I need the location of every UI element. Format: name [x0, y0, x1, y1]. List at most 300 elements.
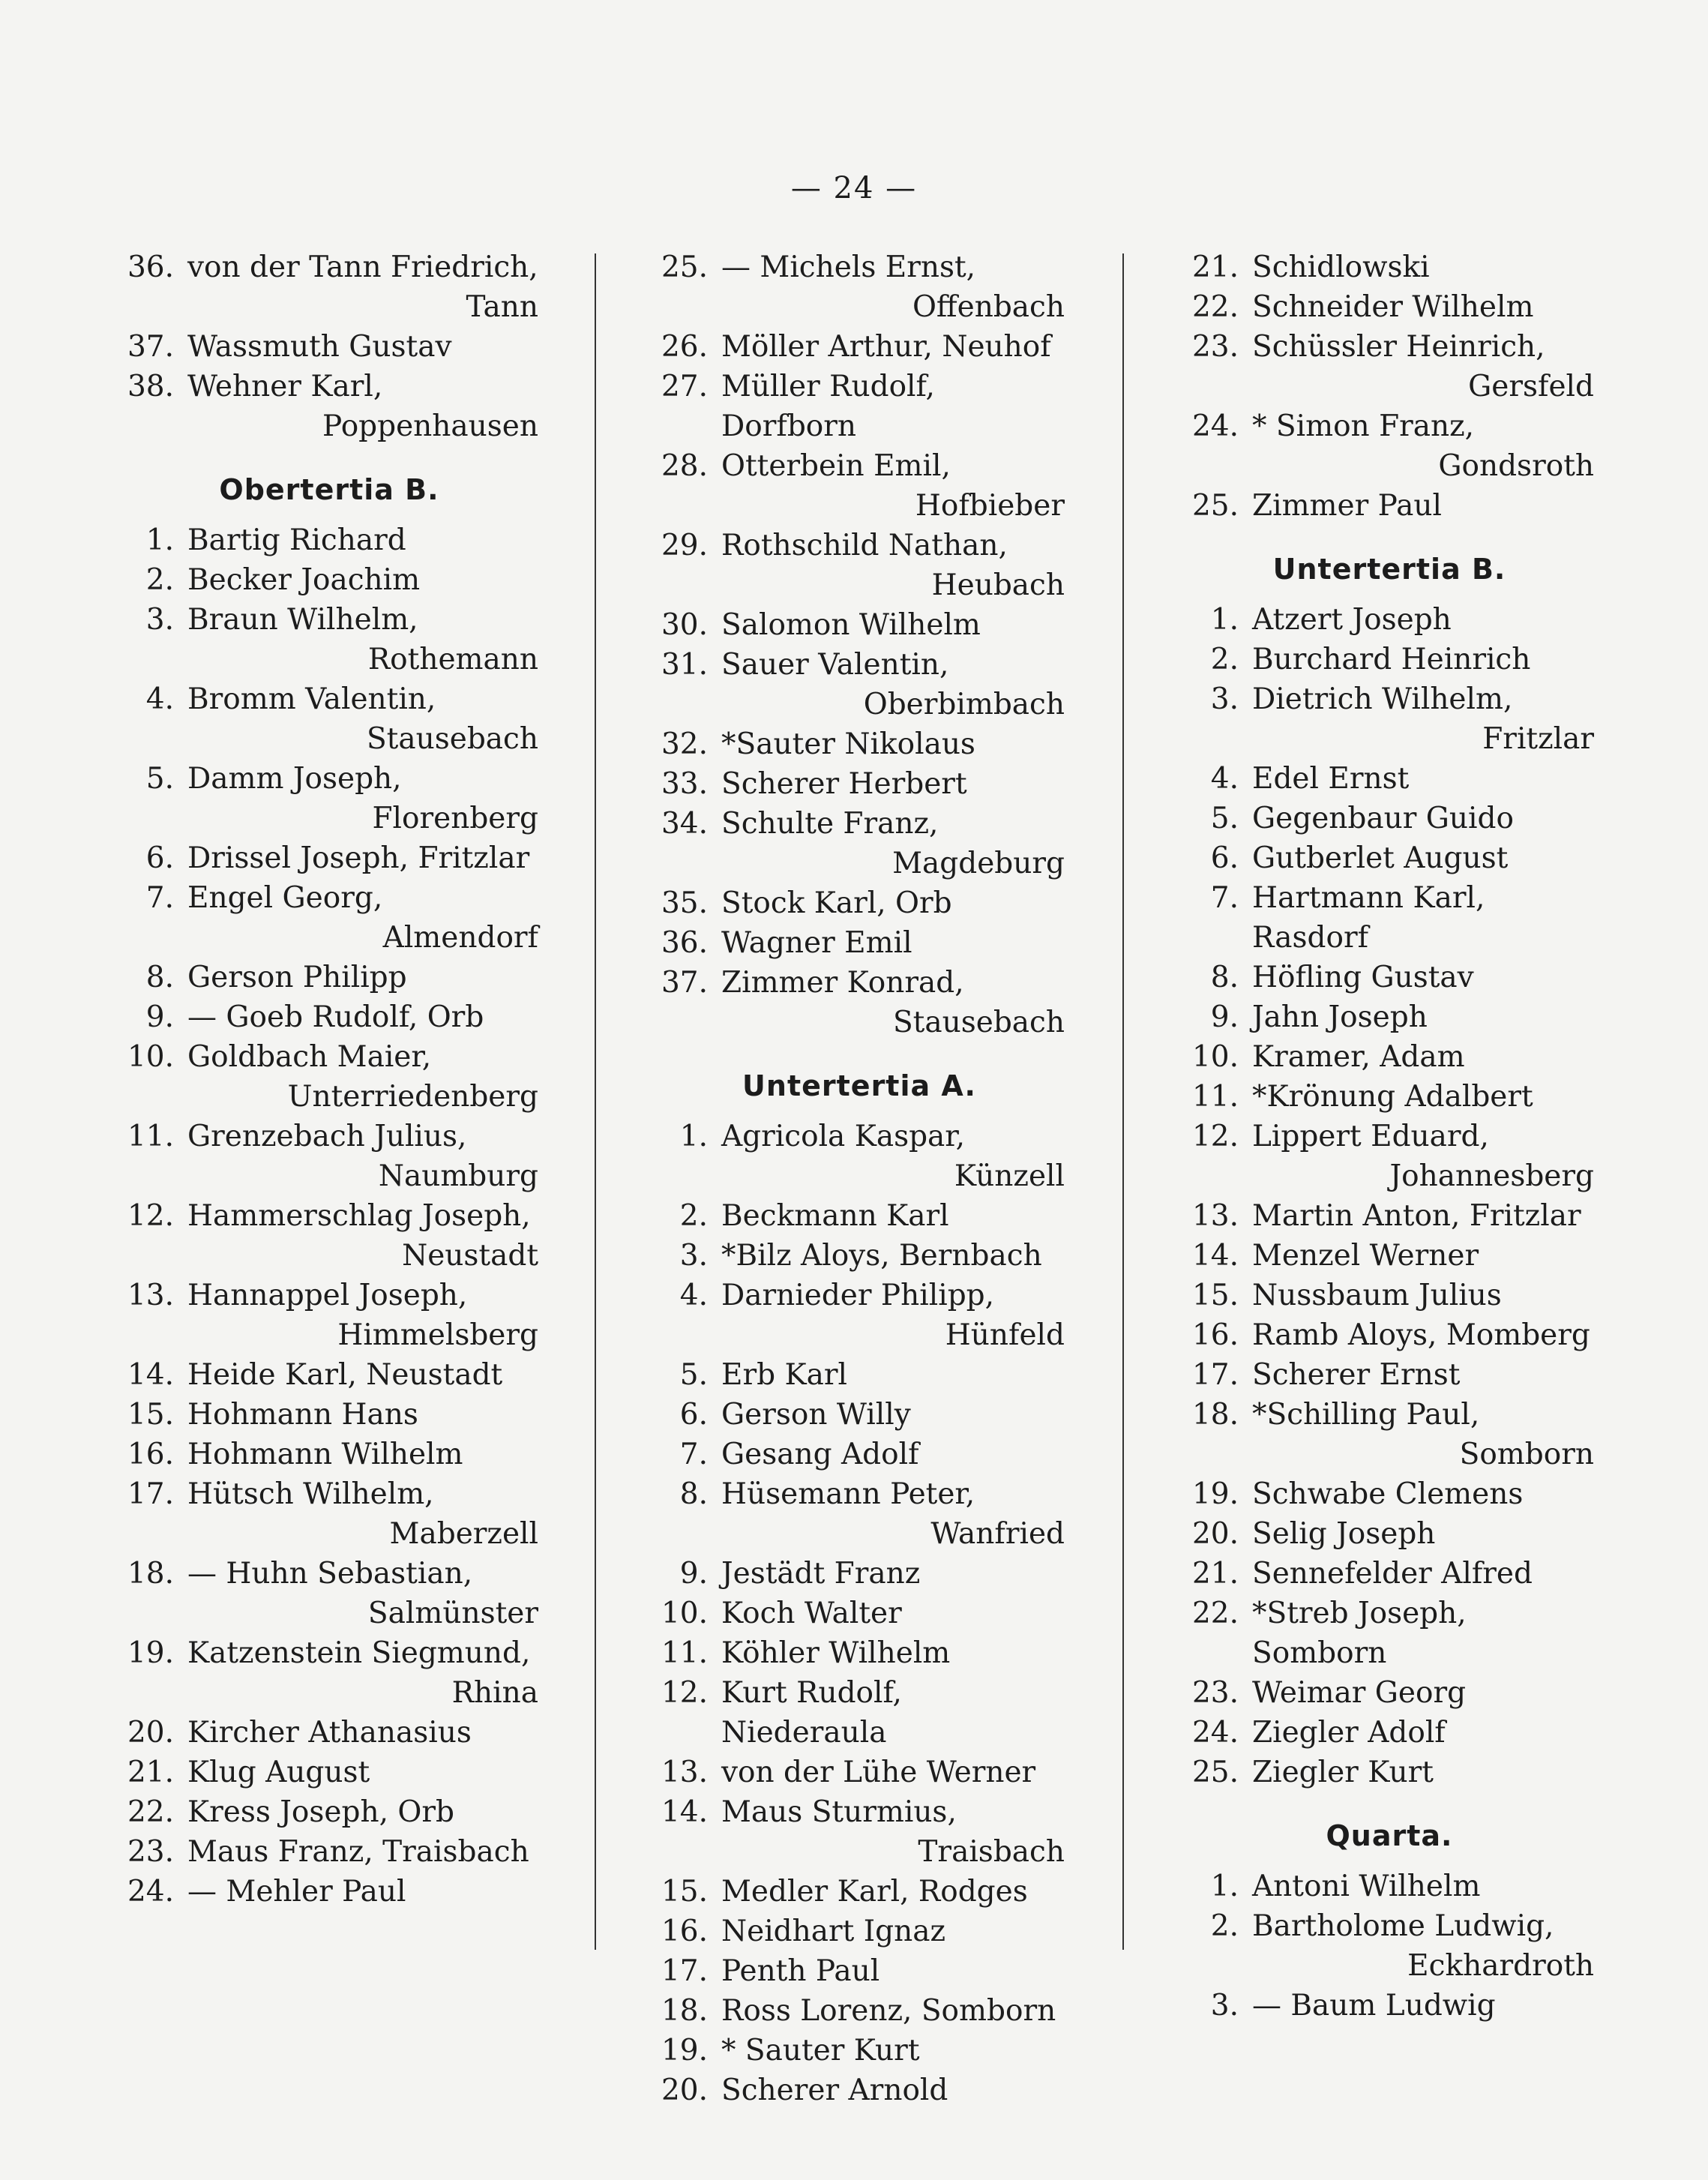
entry-number: 5.: [1210, 802, 1239, 835]
entry-number: 8.: [679, 1477, 708, 1511]
student-entry: [1185, 600, 1594, 640]
hometown: Poppenhausen: [322, 409, 538, 443]
student-entry: [654, 1991, 1065, 2031]
entry-number: 8.: [145, 961, 174, 994]
student-name: Braun Wilhelm,: [187, 603, 418, 637]
entry-number: 15.: [1191, 1279, 1239, 1312]
student-entry: [654, 1276, 1065, 1355]
entry-number: 19.: [127, 1636, 174, 1670]
student-name: Drissel Joseph, Fritzlar: [187, 841, 530, 875]
entry-number: 11.: [127, 1120, 174, 1153]
entry-number: 38.: [127, 370, 174, 403]
entry-number: 3.: [1210, 682, 1239, 716]
student-entry: [654, 1196, 1065, 1236]
student-entry: [120, 1037, 538, 1117]
entry-number: 25.: [1191, 1756, 1239, 1789]
entry-number: 9.: [1210, 1000, 1239, 1034]
student-name: Hartmann Karl, Rasdorf: [1252, 881, 1485, 955]
student-entry: [654, 1951, 1065, 1991]
entry-number: 22.: [127, 1795, 174, 1829]
student-name: Neidhart Ignaz: [721, 1915, 946, 1948]
column-2: [654, 247, 1065, 2110]
student-name: Maus Franz, Traisbach: [187, 1835, 529, 1869]
student-entry: [120, 759, 538, 838]
student-entry: [120, 1276, 538, 1355]
column-divider: [1122, 253, 1124, 1950]
hometown: Unterriedenberg: [287, 1080, 538, 1114]
entry-number: 13.: [661, 1756, 708, 1789]
student-name: Bartholome Ludwig,: [1252, 1909, 1554, 1943]
student-entry: [654, 2031, 1065, 2071]
student-name: von der Tann Friedrich,: [187, 250, 538, 284]
student-entry: [654, 1633, 1065, 1673]
student-name: Bromm Valentin,: [187, 682, 436, 716]
entry-number: 32.: [661, 727, 708, 761]
entry-number: 14.: [661, 1795, 708, 1829]
student-entry: [120, 1117, 538, 1196]
student-entry: [120, 367, 538, 446]
entry-number: 36.: [127, 250, 174, 284]
student-name: Selig Joseph: [1252, 1517, 1436, 1551]
student-name: *Streb Joseph, Somborn: [1252, 1597, 1467, 1670]
student-entry: [1185, 838, 1594, 878]
student-entry: [120, 1395, 538, 1435]
student-entry: [1185, 1594, 1594, 1673]
entry-number: 6.: [145, 841, 174, 875]
student-name: Edel Ernst: [1252, 762, 1410, 796]
student-name: Gerson Willy: [721, 1398, 911, 1432]
entry-number: 15.: [661, 1875, 708, 1909]
student-name: Medler Karl, Rodges: [721, 1875, 1028, 1909]
student-name: Grenzebach Julius,: [187, 1120, 467, 1153]
student-name: Jestädt Franz: [721, 1557, 921, 1591]
entry-number: 22.: [1191, 1597, 1239, 1630]
entry-number: 11.: [1191, 1080, 1239, 1114]
student-name: — Mehler Paul: [187, 1875, 406, 1909]
student-entry: [120, 1753, 538, 1792]
student-entry: [120, 1196, 538, 1276]
entry-number: 3.: [145, 603, 174, 637]
entry-number: 1.: [679, 1120, 708, 1153]
student-name: Scherer Ernst: [1252, 1358, 1461, 1392]
entry-number: 23.: [1191, 1676, 1239, 1710]
entry-number: 35.: [661, 886, 708, 920]
hometown: Rothemann: [367, 643, 538, 676]
entry-number: 18.: [1191, 1398, 1239, 1432]
student-name: Heide Karl, Neustadt: [187, 1358, 503, 1392]
hometown: Maberzell: [389, 1517, 538, 1551]
student-entry: [654, 605, 1065, 645]
entry-number: 9.: [679, 1557, 708, 1591]
student-name: Bartig Richard: [187, 523, 406, 557]
class-heading: Untertertia A.: [742, 1069, 976, 1102]
hometown: Hofbieber: [915, 489, 1065, 523]
student-name: Penth Paul: [721, 1954, 880, 1988]
hometown: Himmelsberg: [337, 1318, 538, 1352]
hometown: Florenberg: [372, 802, 538, 835]
student-name: Ziegler Kurt: [1252, 1756, 1434, 1789]
student-entry: [1185, 1196, 1594, 1236]
student-entry: [120, 1554, 538, 1633]
student-name: Martin Anton, Fritzlar: [1252, 1199, 1581, 1233]
entry-number: 17.: [661, 1954, 708, 1988]
entry-number: 21.: [1191, 250, 1239, 284]
student-name: Hüsemann Peter,: [721, 1477, 975, 1511]
student-name: von der Lühe Werner: [721, 1756, 1036, 1789]
hometown: Almendorf: [382, 921, 538, 955]
entry-number: 1.: [1210, 1870, 1239, 1903]
entry-number: 2.: [145, 563, 174, 597]
student-entry: [1185, 1753, 1594, 1792]
hometown: Künzell: [954, 1159, 1065, 1193]
student-name: Kircher Athanasius: [187, 1716, 472, 1750]
student-entry: [654, 1594, 1065, 1633]
entry-number: 1.: [145, 523, 174, 557]
entry-number: 37.: [661, 966, 708, 1000]
entry-number: 10.: [127, 1040, 174, 1074]
student-entry: [120, 878, 538, 958]
student-name: Gesang Adolf: [721, 1438, 919, 1471]
student-entry: [1185, 640, 1594, 679]
student-name: Hohmann Hans: [187, 1398, 418, 1432]
student-name: Müller Rudolf, Dorfborn: [721, 370, 935, 443]
student-name: Antoni Wilhelm: [1252, 1870, 1481, 1903]
student-name: Kress Joseph, Orb: [187, 1795, 454, 1829]
student-name: Maus Sturmius,: [721, 1795, 957, 1829]
student-entry: [120, 1792, 538, 1832]
student-name: — Michels Ernst,: [721, 250, 976, 284]
student-name: Zimmer Paul: [1252, 489, 1442, 523]
student-name: Hütsch Wilhelm,: [187, 1477, 434, 1511]
student-entry: [654, 923, 1065, 963]
class-heading: Untertertia B.: [1272, 553, 1506, 586]
student-name: Gutberlet August: [1252, 841, 1509, 875]
entry-number: 20.: [1191, 1517, 1239, 1551]
student-entry: [1185, 679, 1594, 759]
entry-number: 22.: [1191, 290, 1239, 324]
student-entry: [654, 1872, 1065, 1912]
entry-number: 23.: [1191, 330, 1239, 364]
entry-number: 33.: [661, 767, 708, 801]
class-heading: Obertertia B.: [219, 473, 439, 506]
entry-number: 4.: [145, 682, 174, 716]
column-3: [1185, 247, 1594, 2026]
entry-number: 10.: [661, 1597, 708, 1630]
entry-number: 19.: [661, 2034, 708, 2068]
entry-number: 28.: [661, 449, 708, 483]
entry-number: 17.: [127, 1477, 174, 1511]
student-entry: [1185, 799, 1594, 838]
hometown: Stausebach: [892, 1006, 1065, 1039]
entry-number: 14.: [127, 1358, 174, 1392]
student-name: — Goeb Rudolf, Orb: [187, 1000, 484, 1034]
student-entry: [1185, 1906, 1594, 1986]
entry-number: 16.: [661, 1915, 708, 1948]
student-entry: [1185, 247, 1594, 287]
student-name: Becker Joachim: [187, 563, 421, 597]
entry-number: 17.: [1191, 1358, 1239, 1392]
student-name: Weimar Georg: [1252, 1676, 1467, 1710]
student-name: Kramer, Adam: [1252, 1040, 1465, 1074]
student-entry: [120, 1435, 538, 1474]
student-name: Sauer Valentin,: [721, 648, 949, 682]
hometown: Eckhardroth: [1407, 1949, 1594, 1983]
student-name: Schwabe Clemens: [1252, 1477, 1524, 1511]
student-name: Darnieder Philipp,: [721, 1279, 995, 1312]
student-name: *Schilling Paul,: [1252, 1398, 1480, 1432]
student-entry: [654, 804, 1065, 883]
student-name: * Sauter Kurt: [721, 2034, 920, 2068]
entry-number: 6.: [1210, 841, 1239, 875]
student-name: Agricola Kaspar,: [721, 1120, 966, 1153]
student-name: Hohmann Wilhelm: [187, 1438, 463, 1471]
student-entry: [654, 367, 1065, 446]
student-name: Köhler Wilhelm: [721, 1636, 951, 1670]
student-entry: [654, 645, 1065, 724]
entry-number: 10.: [1191, 1040, 1239, 1074]
student-name: Rothschild Nathan,: [721, 529, 1008, 562]
student-entry: [654, 446, 1065, 526]
entry-number: 24.: [1191, 1716, 1239, 1750]
hometown: Gondsroth: [1438, 449, 1594, 483]
entry-number: 2.: [1210, 1909, 1239, 1943]
hometown: Salmünster: [367, 1597, 538, 1630]
entry-number: 5.: [145, 762, 174, 796]
student-entry: [654, 1912, 1065, 1951]
student-name: Lippert Eduard,: [1252, 1120, 1489, 1153]
hometown: Magdeburg: [892, 847, 1065, 880]
entry-number: 14.: [1191, 1239, 1239, 1273]
student-entry: [120, 958, 538, 997]
entry-number: 7.: [145, 881, 174, 915]
student-name: Höfling Gustav: [1252, 961, 1474, 994]
student-name: Sennefelder Alfred: [1252, 1557, 1533, 1591]
entry-number: 7.: [679, 1438, 708, 1471]
entry-number: 16.: [1191, 1318, 1239, 1352]
student-entry: [1185, 1986, 1594, 2026]
student-name: Möller Arthur, Neuhof: [721, 330, 1051, 364]
entry-number: 6.: [679, 1398, 708, 1432]
hometown: Gersfeld: [1468, 370, 1594, 403]
student-name: Gegenbaur Guido: [1252, 802, 1514, 835]
entry-number: 12.: [1191, 1120, 1239, 1153]
hometown: Naumburg: [378, 1159, 538, 1193]
entry-number: 4.: [679, 1279, 708, 1312]
student-entry: [120, 1474, 538, 1554]
student-entry: [120, 679, 538, 759]
class-heading: Quarta.: [1326, 1819, 1453, 1852]
student-entry: [120, 600, 538, 679]
student-entry: [1185, 1117, 1594, 1196]
student-name: Ziegler Adolf: [1252, 1716, 1446, 1750]
entry-number: 11.: [661, 1636, 708, 1670]
student-name: * Simon Franz,: [1252, 409, 1475, 443]
student-name: Wehner Karl,: [187, 370, 383, 403]
student-name: Salomon Wilhelm: [721, 608, 981, 642]
student-entry: [1185, 759, 1594, 799]
student-name: *Bilz Aloys, Bernbach: [721, 1239, 1042, 1273]
student-entry: [120, 1872, 538, 1912]
student-name: Burchard Heinrich: [1252, 643, 1531, 676]
entry-number: 3.: [1210, 1989, 1239, 2023]
entry-number: 18.: [127, 1557, 174, 1591]
student-entry: [1185, 1713, 1594, 1753]
hometown: Traisbach: [918, 1835, 1065, 1869]
hometown: Heubach: [931, 568, 1065, 602]
entry-number: 21.: [127, 1756, 174, 1789]
student-name: Schulte Franz,: [721, 807, 939, 841]
student-entry: [654, 1753, 1065, 1792]
student-name: Hammerschlag Joseph,: [187, 1199, 531, 1233]
student-entry: [120, 1633, 538, 1713]
student-entry: [1185, 1514, 1594, 1554]
student-name: Engel Georg,: [187, 881, 383, 915]
entry-number: 31.: [661, 648, 708, 682]
student-entry: [654, 1673, 1065, 1753]
entry-number: 4.: [1210, 762, 1239, 796]
student-entry: [654, 1554, 1065, 1594]
student-name: Wagner Emil: [721, 926, 912, 960]
student-entry: [120, 1355, 538, 1395]
student-entry: [120, 838, 538, 878]
student-name: Scherer Arnold: [721, 2074, 948, 2107]
student-entry: [120, 997, 538, 1037]
student-entry: [1185, 1276, 1594, 1315]
student-name: Jahn Joseph: [1252, 1000, 1428, 1034]
student-name: Gerson Philipp: [187, 961, 407, 994]
entry-number: 37.: [127, 330, 174, 364]
entry-number: 5.: [679, 1358, 708, 1392]
student-entry: [1185, 1236, 1594, 1276]
student-entry: [654, 963, 1065, 1042]
student-entry: [654, 247, 1065, 327]
student-name: Schneider Wilhelm: [1252, 290, 1534, 324]
entry-number: 26.: [661, 330, 708, 364]
entry-number: 16.: [127, 1438, 174, 1471]
student-name: Dietrich Wilhelm,: [1252, 682, 1513, 716]
entry-number: 34.: [661, 807, 708, 841]
column-1: [120, 247, 538, 1912]
student-entry: [120, 1832, 538, 1872]
student-entry: [1185, 1395, 1594, 1474]
student-entry: [1185, 958, 1594, 997]
student-entry: [654, 724, 1065, 764]
page-number: — 24 —: [790, 171, 918, 205]
student-entry: [654, 1395, 1065, 1435]
student-name: Erb Karl: [721, 1358, 847, 1392]
entry-number: 27.: [661, 370, 708, 403]
student-entry: [1185, 878, 1594, 958]
student-entry: [120, 1713, 538, 1753]
student-entry: [1185, 406, 1594, 486]
student-entry: [654, 327, 1065, 367]
entry-number: 1.: [1210, 603, 1239, 637]
entry-number: 24.: [1191, 409, 1239, 443]
entry-number: 25.: [1191, 489, 1239, 523]
student-entry: [1185, 287, 1594, 327]
student-entry: [1185, 1315, 1594, 1355]
student-name: Goldbach Maier,: [187, 1040, 432, 1074]
hometown: Johannesberg: [1389, 1159, 1594, 1193]
entry-number: 24.: [127, 1875, 174, 1909]
entry-number: 20.: [661, 2074, 708, 2107]
student-entry: [1185, 1673, 1594, 1713]
student-name: Beckmann Karl: [721, 1199, 949, 1233]
student-entry: [654, 1792, 1065, 1872]
student-name: *Sauter Nikolaus: [721, 727, 975, 761]
entry-number: 21.: [1191, 1557, 1239, 1591]
student-entry: [1185, 327, 1594, 406]
student-name: — Huhn Sebastian,: [187, 1557, 473, 1591]
student-name: Scherer Herbert: [721, 767, 967, 801]
student-name: Katzenstein Siegmund,: [187, 1636, 531, 1670]
student-entry: [1185, 486, 1594, 526]
student-entry: [120, 327, 538, 367]
entry-number: 13.: [127, 1279, 174, 1312]
entry-number: 12.: [661, 1676, 708, 1710]
hometown: Wanfried: [930, 1517, 1065, 1551]
hometown: Somborn: [1459, 1438, 1594, 1471]
hometown: Neustadt: [402, 1239, 538, 1273]
student-entry: [654, 526, 1065, 605]
entry-number: 18.: [661, 1994, 708, 2028]
hometown: Fritzlar: [1482, 722, 1594, 756]
student-entry: [120, 520, 538, 560]
entry-number: 25.: [661, 250, 708, 284]
student-entry: [1185, 1037, 1594, 1077]
student-name: Atzert Joseph: [1252, 603, 1452, 637]
student-entry: [654, 1435, 1065, 1474]
entry-number: 29.: [661, 529, 708, 562]
hometown: Offenbach: [912, 290, 1065, 324]
hometown: Oberbimbach: [863, 688, 1065, 721]
student-entry: [1185, 1474, 1594, 1514]
student-name: Schidlowski: [1252, 250, 1430, 284]
student-entry: [654, 1355, 1065, 1395]
entry-number: 3.: [679, 1239, 708, 1273]
student-name: Otterbein Emil,: [721, 449, 951, 483]
student-name: *Krönung Adalbert: [1252, 1080, 1533, 1114]
student-name: Zimmer Konrad,: [721, 966, 964, 1000]
student-entry: [1185, 1554, 1594, 1594]
student-entry: [654, 1474, 1065, 1554]
student-entry: [654, 1236, 1065, 1276]
entry-number: 19.: [1191, 1477, 1239, 1511]
student-name: Menzel Werner: [1252, 1239, 1479, 1273]
entry-number: 8.: [1210, 961, 1239, 994]
student-name: Ross Lorenz, Somborn: [721, 1994, 1056, 2028]
student-entry: [654, 883, 1065, 923]
hometown: Stausebach: [366, 722, 538, 756]
hometown: Hünfeld: [945, 1318, 1065, 1352]
student-entry: [1185, 1077, 1594, 1117]
hometown: Rhina: [451, 1676, 538, 1710]
student-entry: [654, 1117, 1065, 1196]
entry-number: 9.: [145, 1000, 174, 1034]
student-entry: [1185, 1867, 1594, 1906]
student-name: Nussbaum Julius: [1252, 1279, 1502, 1312]
entry-number: 13.: [1191, 1199, 1239, 1233]
student-entry: [120, 247, 538, 327]
student-name: Hannappel Joseph,: [187, 1279, 468, 1312]
student-name: Damm Joseph,: [187, 762, 402, 796]
student-name: Klug August: [187, 1756, 370, 1789]
student-entry: [1185, 1355, 1594, 1395]
entry-number: 12.: [127, 1199, 174, 1233]
student-name: Kurt Rudolf, Niederaula: [721, 1676, 902, 1750]
student-name: Schüssler Heinrich,: [1252, 330, 1545, 364]
entry-number: 30.: [661, 608, 708, 642]
